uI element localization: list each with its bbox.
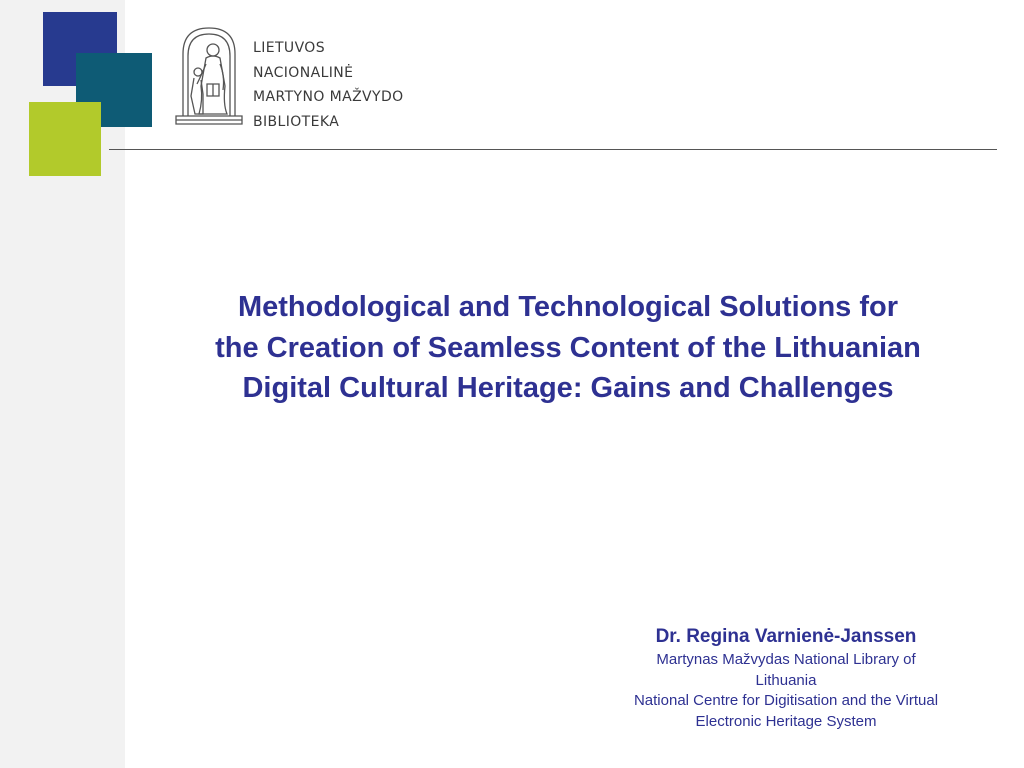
logo-line: LIETUVOS [253, 40, 326, 56]
author-name: Dr. Regina Varnienė-Janssen [655, 626, 917, 647]
affiliation-line: Electronic Heritage System [695, 712, 877, 730]
affiliation-line: Lithuania [755, 671, 817, 689]
affiliation-line: National Centre for Digitisation and the Virtual [633, 692, 939, 709]
title-line: Digital Cultural Heritage: Gains and Challenges [242, 372, 894, 404]
library-emblem-icon [173, 24, 245, 130]
affiliation-line: Martynas Mažvydas National Library of [656, 651, 916, 668]
slide-title [140, 287, 996, 409]
title-line: Methodological and Technological Solutions for [237, 291, 899, 323]
logo-line: MARTYNO MAŽVYDO [253, 89, 404, 105]
logo-line: NACIONALINĖ [253, 64, 354, 81]
library-logo-text [253, 36, 404, 134]
logo-line: BIBLIOTEKA [253, 113, 340, 130]
title-line: the Creation of Seamless Content of the Lithuanian [215, 331, 921, 364]
decor-square-green [29, 102, 101, 176]
author-block [596, 624, 976, 732]
header-divider [109, 149, 997, 150]
